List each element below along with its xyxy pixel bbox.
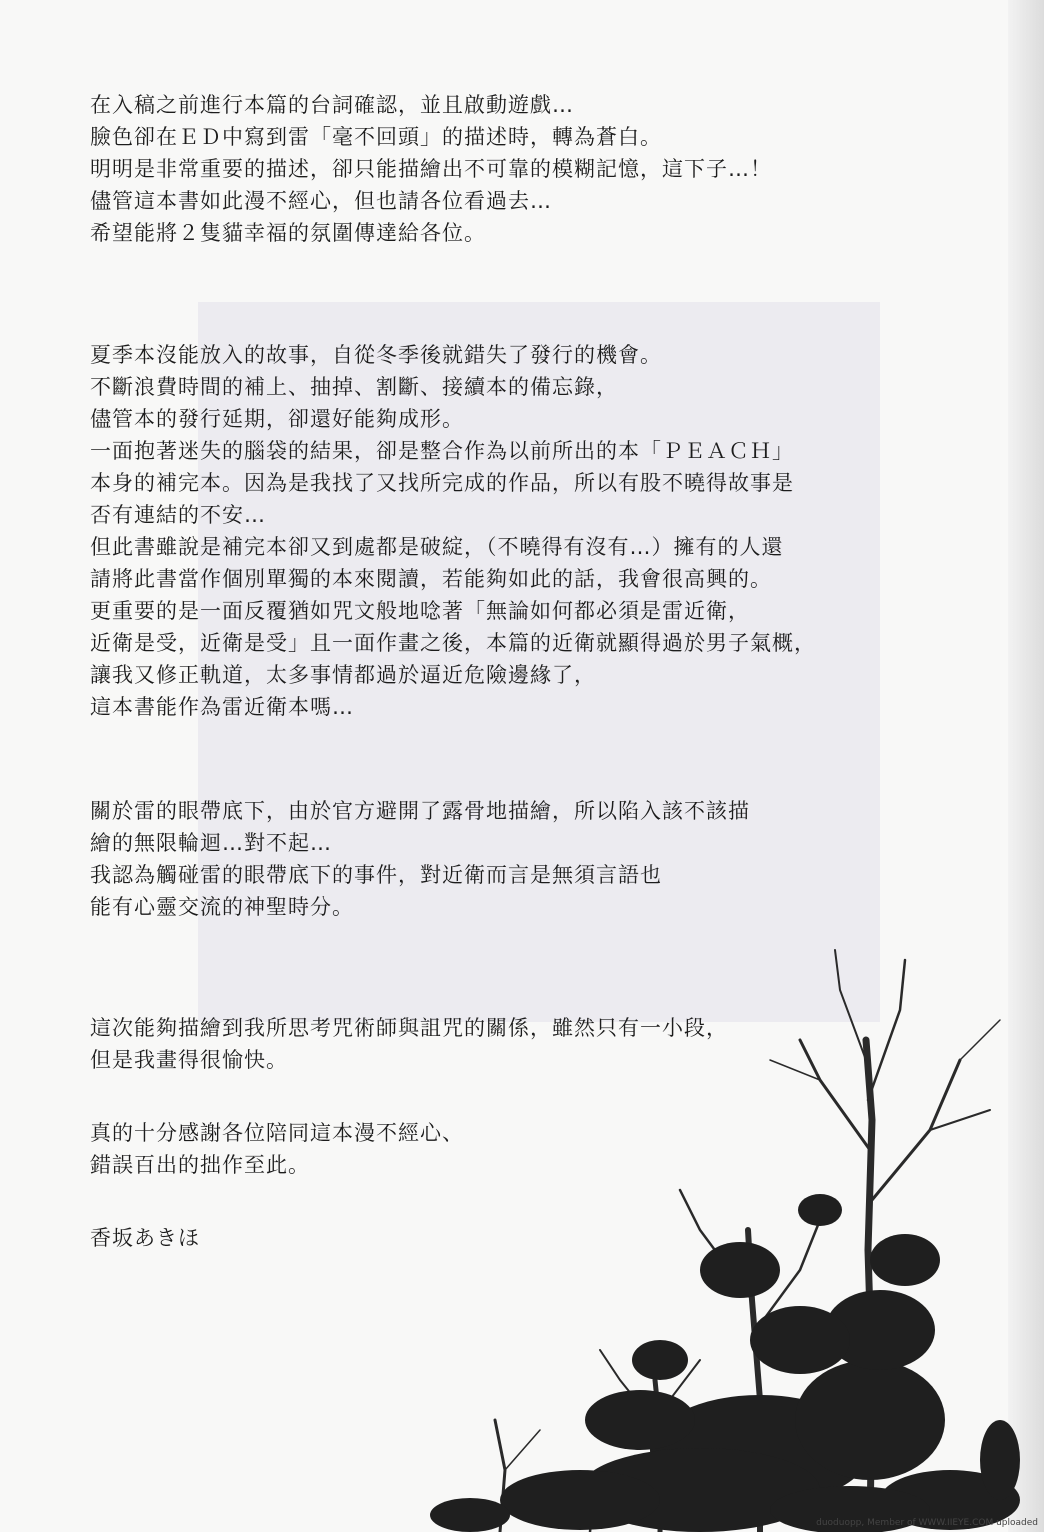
text-line: 能有心靈交流的神聖時分。 — [90, 895, 354, 919]
text-line: 明明是非常重要的描述，卻只能描繪出不可靠的模糊記憶，這下子…！ — [90, 157, 772, 181]
paragraph-2 — [90, 339, 880, 723]
text-line: 更重要的是一面反覆猶如咒文般地唸著「無論如何都必須是雷近衛， — [90, 599, 750, 623]
text-line: 我認為觸碰雷的眼帶底下的事件，對近衛而言是無須言語也 — [90, 863, 662, 887]
text-line: 一面抱著迷失的腦袋的結果，卻是整合作為以前所出的本「ＰＥＡＣＨ」 — [90, 439, 794, 463]
text-line: 讓我又修正軌道，太多事情都過於逼近危險邊緣了， — [90, 663, 596, 687]
text-line: 否有連結的不安… — [90, 503, 266, 527]
text-line: 希望能將２隻貓幸福的氛圍傳達給各位。 — [90, 221, 486, 245]
upload-credit: duoduopp, Member of WWW.IIEYE.COM uploaded — [816, 1518, 1038, 1528]
paragraph-4 — [90, 1012, 880, 1076]
text-line: 錯誤百出的拙作至此。 — [90, 1153, 310, 1177]
paragraph-1 — [90, 89, 880, 249]
text-line: 本身的補完本。因為是我找了又找所完成的作品，所以有股不曉得故事是 — [90, 471, 794, 495]
text-line: 但此書雖說是補完本卻又到處都是破綻，（不曉得有沒有…）擁有的人還 — [90, 535, 784, 559]
author-signature: 香坂あきほ — [90, 1226, 200, 1250]
text-line: 真的十分感謝各位陪同這本漫不經心、 — [90, 1121, 464, 1145]
text-line: 繪的無限輪迴…對不起… — [90, 831, 332, 855]
paragraph-5 — [90, 1117, 880, 1181]
text-line: 夏季本沒能放入的故事，自從冬季後就錯失了發行的機會。 — [90, 343, 662, 367]
text-line: 近衛是受，近衛是受」且一面作畫之後，本篇的近衛就顯得過於男子氣概， — [90, 631, 816, 655]
text-line: 不斷浪費時間的補上、抽掉、割斷、接續本的備忘錄， — [90, 375, 618, 399]
text-line: 儘管這本書如此漫不經心，但也請各位看過去… — [90, 189, 552, 213]
text-line: 這次能夠描繪到我所思考咒術師與詛咒的關係，雖然只有一小段， — [90, 1016, 728, 1040]
text-line: 儘管本的發行延期，卻還好能夠成形。 — [90, 407, 464, 431]
text-line: 臉色卻在ＥＤ中寫到雷「毫不回頭」的描述時，轉為蒼白。 — [90, 125, 662, 149]
text-line: 請將此書當作個別單獨的本來閱讀，若能夠如此的話，我會很高興的。 — [90, 567, 772, 591]
text-line: 但是我畫得很愉快。 — [90, 1048, 288, 1072]
text-line: 關於雷的眼帶底下，由於官方避開了露骨地描繪，所以陷入該不該描 — [90, 799, 750, 823]
paragraph-3 — [90, 795, 880, 923]
text-line: 這本書能作為雷近衛本嗎… — [90, 695, 354, 719]
text-line: 在入稿之前進行本篇的台詞確認，並且啟動遊戲… — [90, 93, 574, 117]
